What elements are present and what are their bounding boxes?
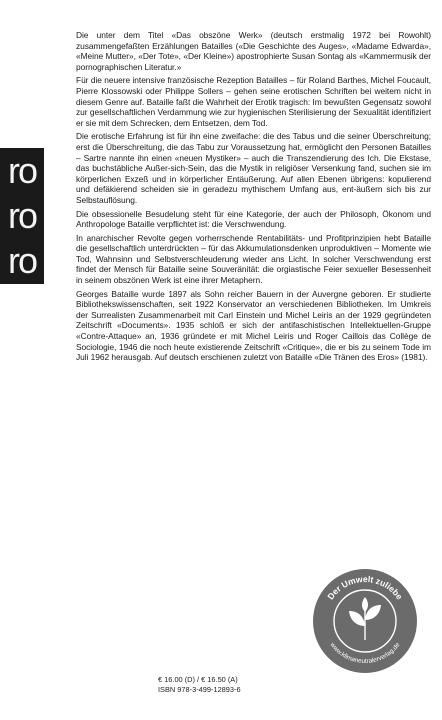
rororo-logo — [0, 148, 44, 284]
badge-graphic — [312, 568, 418, 674]
logo-line: ro — [7, 150, 36, 191]
logo-line: ro — [7, 240, 36, 281]
paragraph: Die erotische Erfahrung ist für ihn eine zweifache: die des Tabus und die seiner Überschreitung; erst die Überschreitung, die das Tabu zur Voraussetzung hat, ermöglicht den Personen Batailles – Sartre nannte ihn einen «neuen Mystiker» – auch die Transzendierung des Ich. Die Ekstase, das buchstäbliche Außer-sich-Sein, das die Mystik in religiöser Versenkung fand, suchen sie im körperlichen Exzeß und in körperlicher Entäußerung. Auf allen Ebenen übrigens: kopulierend und defäkierend scheiden sie in geradezu mythischem Umfang aus, ent-äußern sich bis zur Selbstauflösung. — [76, 131, 431, 205]
paragraph: Die unter dem Titel «Das obszöne Werk» (deutsch erstmalig 1972 bei Rowohlt) zusammengefaßten Erzählungen Batailles («Die Geschichte des Auges», «Madame Edwarda», «Meine Mutter», «Der Tote», «Der Kleine») apostrophierte Susan Sontag als «Kammermusik der pornographischen Literatur.» — [76, 30, 431, 72]
badge-url-text: www.klimaneutralerverlag.de — [328, 641, 402, 666]
paragraph: Für die neuere intensive französische Rezeption Batailles – für Roland Barthes, Michel Foucault, Pierre Klossowski oder Philippe Sollers – gehen seine erotischen Schriften bei weitem nicht in diesem Genre auf. Bataille faßt die Wahrheit der Erotik tragisch: Im bewußten Gegensatz sowohl zur gesellschaftlichen Verdammung wie zur hygienischen Sterilisierung der Sexualität identifiziert er sie mit dem Schrecken, dem Entsetzen, dem Tod. — [76, 75, 431, 128]
badge-top-text: Der Umwelt zuliebe — [325, 573, 405, 602]
author-bio: Georges Bataille wurde 1897 als Sohn reicher Bauern in der Auvergne geboren. Er studierte Bibliothekswissenschaften, seit 1922 Konservator an verschiedenen Bibliotheken. Im Umkreis der Surrealisten Zusammenarbeit mit Carl Einstein und Michel Leiris an der 1929 gegründeten Zeitschrift «Documents». 1935 schloß er sich der antifaschistischen Intellektuellen-Gruppe «Contre-Attaque» an, 1936 gründete er mit Michel Leiris und Roger Caillois das Collège de Sociologie, 1946 die noch heute existierende Zeitschrift «Critique», die er bis zu seinem Tode im Juli 1962 herausgab. Auf deutsch erschienen zuletzt von Bataille «Die Tränen des Eros» (1981). — [76, 288, 431, 363]
price-block — [158, 675, 241, 694]
blurb-text — [76, 30, 431, 366]
price-text: € 16.00 (D) / € 16.50 (A) — [158, 675, 238, 684]
paragraph: In anarchischer Revolte gegen vorherrschende Rentabilitäts- und Profitprinzipien hebt Bataille die gesellschaftlich unterdrückten – für das Akkumulationsdenken unproduktiven – Momente wie Tod, Wahnsinn und Selbstverschleuderung wieder ans Licht. In solcher Verschwendung erst findet der Mensch für Bataille seine Souveränität: die orgiastische Feier sexueller Besessenheit in seinem obszönen Werk ist eine ihrer Metaphern. — [76, 232, 431, 286]
paragraph: Die obsessionelle Besudelung steht für eine Kategorie, der auch der Philosoph, Ökonom und Anthropologe Bataille verpflichtet ist: die Verschwendung. — [76, 208, 431, 230]
climate-neutral-badge — [312, 568, 418, 674]
logo-line: ro — [7, 195, 36, 236]
isbn-text: ISBN 978-3-499-12893-6 — [158, 684, 241, 694]
